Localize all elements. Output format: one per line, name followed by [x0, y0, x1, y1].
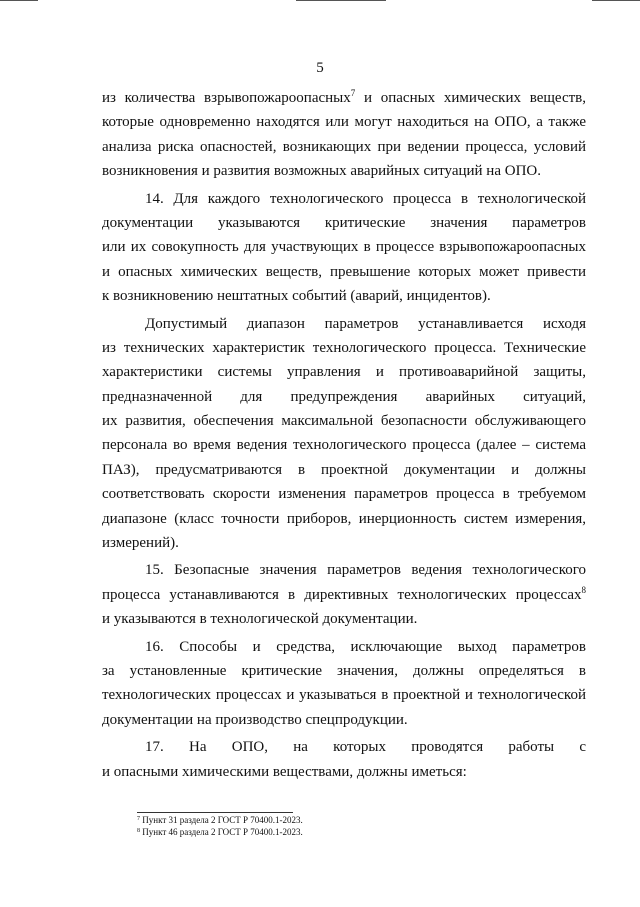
text-line: измерений). — [102, 535, 179, 552]
paragraph-15 — [102, 558, 586, 631]
paragraph-14 — [102, 187, 586, 309]
footnote-7: $^7$ Пункт 31 раздела 2 ГОСТ Р 70400.1-2023. — [137, 815, 303, 825]
page-number: 5 — [316, 60, 324, 76]
text-line: документации указываются критические значения параметров — [102, 214, 586, 231]
text-line: 16. Способы и средства, исключающие выход параметров — [145, 638, 586, 655]
text-line: или их совокупность для участвующих в процессе взрывопожароопасных — [102, 239, 586, 256]
footnote-8: $^8$ Пункт 46 раздела 2 ГОСТ Р 70400.1-2023. — [137, 827, 303, 837]
text-line: и опасными химическими веществами, должны иметься: — [102, 763, 467, 780]
top-rule-center — [296, 0, 386, 1]
paragraph-continuation — [102, 86, 586, 184]
text-line: из количества взрывопожароопасных$^7$ и опасных химических веществ, — [102, 88, 586, 106]
text-line: возникновения и развития возможных аварийных ситуаций на ОПО. — [102, 163, 541, 180]
text-line: диапазоне (класс точности приборов, инерционность систем измерения, — [102, 510, 586, 527]
text-line: соответствовать скорости изменения параметров процесса в требуемом — [102, 486, 586, 503]
footnote-separator — [137, 812, 293, 813]
body-text — [102, 86, 586, 784]
text-line: технологических процессах и указываться в проектной и технологической — [102, 687, 586, 704]
footnotes — [137, 814, 303, 838]
footnote-ref: 8 — [581, 584, 586, 595]
text-line: анализа риска опасностей, возникающих при ведении процесса, условий — [102, 138, 586, 155]
top-rule-left — [0, 0, 38, 1]
text-line: процесса устанавливаются в директивных технологических процессах$^8$ — [102, 584, 586, 603]
top-rule-right — [592, 0, 640, 1]
text-line: 15. Безопасные значения параметров ведения технологического — [145, 562, 586, 579]
text-line: предназначенной для предупреждения аварийных ситуаций, — [102, 388, 586, 405]
paragraph-16 — [102, 635, 586, 733]
footnote-ref: 7 — [350, 88, 356, 98]
paragraph-17 — [102, 735, 586, 784]
text-line: документации на производство спецпродукции. — [102, 711, 408, 728]
text-line: за установленные критические значения, должны определяться в — [102, 662, 586, 679]
text-line: и указываются в технологической документации. — [102, 611, 418, 628]
text-line: их развития, обеспечения максимальной безопасности обслуживающего — [102, 413, 586, 430]
text-line: и опасных химических веществ, превышение которых может привести — [102, 263, 586, 280]
text-line: из технических характеристик технологического процесса. Технические — [102, 339, 586, 356]
text-line: 17. На ОПО, на которых проводятся работы с — [145, 739, 586, 756]
paragraph-acceptable-range — [102, 312, 586, 556]
text-line: к возникновению нештатных событий (аварий, инцидентов). — [102, 288, 491, 305]
text-line: персонала во время ведения технологического процесса (далее – система — [102, 437, 586, 454]
text-line: ПАЗ), предусматриваются в проектной документации и должны — [102, 461, 586, 478]
text-line: которые одновременно находятся или могут находиться на ОПО, а также — [102, 114, 586, 131]
text-line: характеристики системы управления и противоаварийной защиты, — [102, 364, 586, 381]
text-line: 14. Для каждого технологического процесса в технологической — [145, 190, 586, 207]
text-line: Допустимый диапазон параметров устанавливается исходя — [145, 315, 586, 332]
